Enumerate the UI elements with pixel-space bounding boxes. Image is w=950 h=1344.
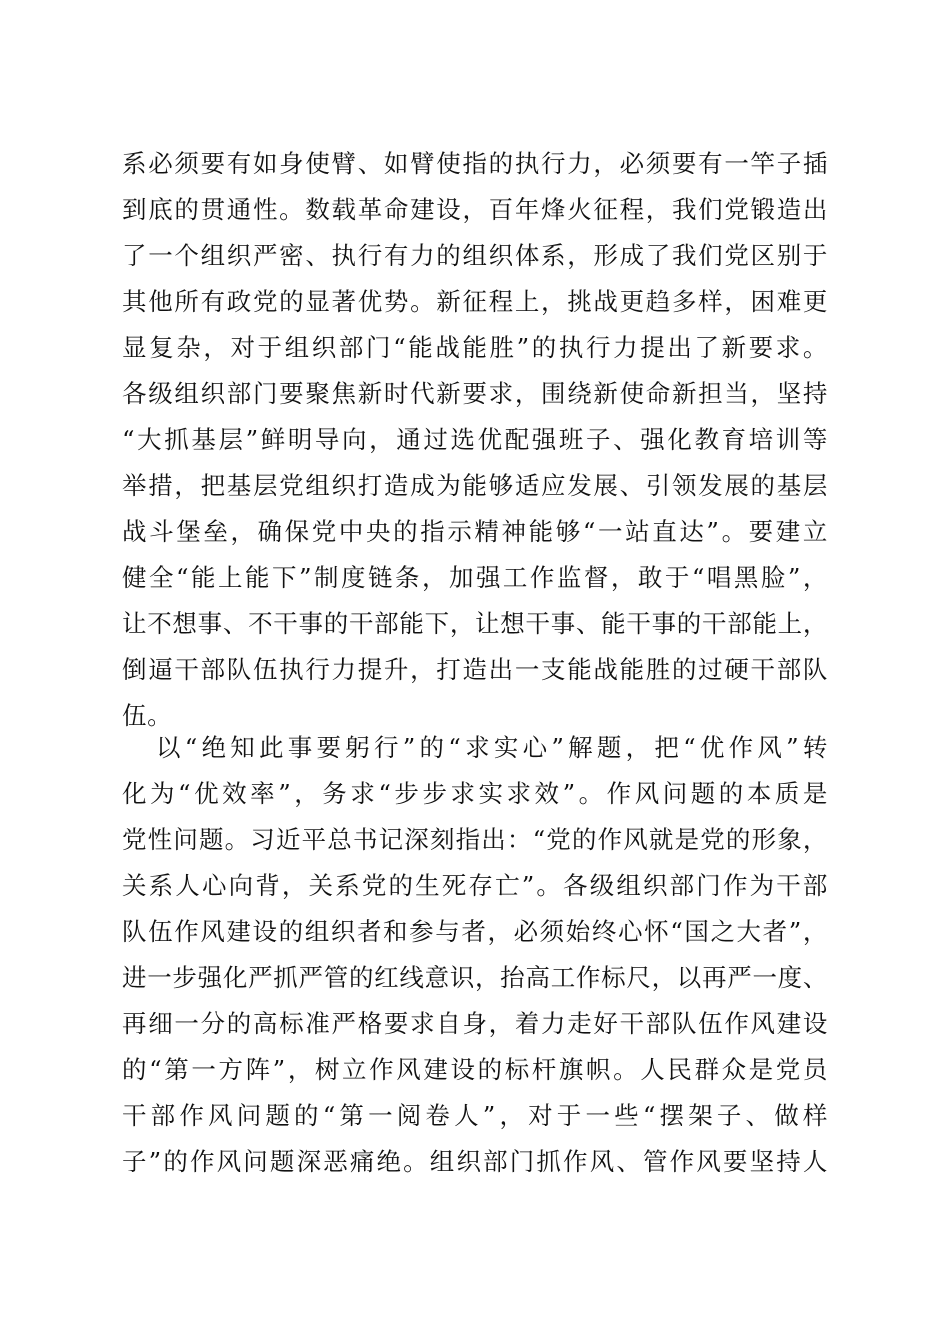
paragraph-line: 关系人心向背，关系党的生死存亡”。各级组织部门作为干部 [122, 871, 828, 900]
paragraph-line: 各级组织部门要聚焦新时代新要求，围绕新使命新担当，坚持 [122, 379, 828, 408]
paragraph-line: 党性问题。习近平总书记深刻指出：“党的作风就是党的形象， [122, 825, 828, 854]
paragraph-line: 显复杂，对于组织部门“能战能胜”的执行力提出了新要求。 [122, 333, 828, 362]
paragraph-line: 伍。 [122, 701, 173, 730]
paragraph-line: 的“第一方阵”，树立作风建设的标杆旗帜。人民群众是党员 [122, 1055, 828, 1084]
paragraph-2 [122, 725, 828, 1185]
paragraph-line: 队伍作风建设的组织者和参与者，必须始终心怀“国之大者”， [122, 917, 828, 946]
paragraph-line: “大抓基层”鲜明导向，通过选优配强班子、强化教育培训等 [122, 425, 828, 454]
paragraph-line: 以“绝知此事要躬行”的“求实心”解题，把“优作风”转 [156, 733, 828, 762]
paragraph-line: 系必须要有如身使臂、如臂使指的执行力，必须要有一竿子插 [122, 149, 828, 178]
paragraph-1 [122, 141, 828, 739]
paragraph-line: 其他所有政党的显著优势。新征程上，挑战更趋多样，困难更 [122, 287, 828, 316]
paragraph-line: 干部作风问题的“第一阅卷人”，对于一些“摆架子、做样 [122, 1101, 828, 1130]
paragraph-line: 子”的作风问题深恶痛绝。组织部门抓作风、管作风要坚持人 [122, 1147, 828, 1176]
paragraph-line: 让不想事、不干事的干部能下，让想干事、能干事的干部能上， [122, 609, 828, 638]
paragraph-line: 了一个组织严密、执行有力的组织体系，形成了我们党区别于 [122, 241, 828, 270]
paragraph-line: 化为“优效率”，务求“步步求实求效”。作风问题的本质是 [122, 779, 828, 808]
paragraph-line: 到底的贯通性。数载革命建设，百年烽火征程，我们党锻造出 [122, 195, 828, 224]
paragraph-line: 战斗堡垒，确保党中央的指示精神能够“一站直达”。要建立 [122, 517, 828, 546]
paragraph-line: 举措，把基层党组织打造成为能够适应发展、引领发展的基层 [122, 471, 828, 500]
paragraph-line: 进一步强化严抓严管的红线意识，抬高工作标尺，以再严一度、 [122, 963, 828, 992]
paragraph-line: 再细一分的高标准严格要求自身，着力走好干部队伍作风建设 [122, 1009, 828, 1038]
paragraph-line: 健全“能上能下”制度链条，加强工作监督，敢于“唱黑脸”， [122, 563, 828, 592]
paragraph-line: 倒逼干部队伍执行力提升，打造出一支能战能胜的过硬干部队 [122, 655, 828, 684]
